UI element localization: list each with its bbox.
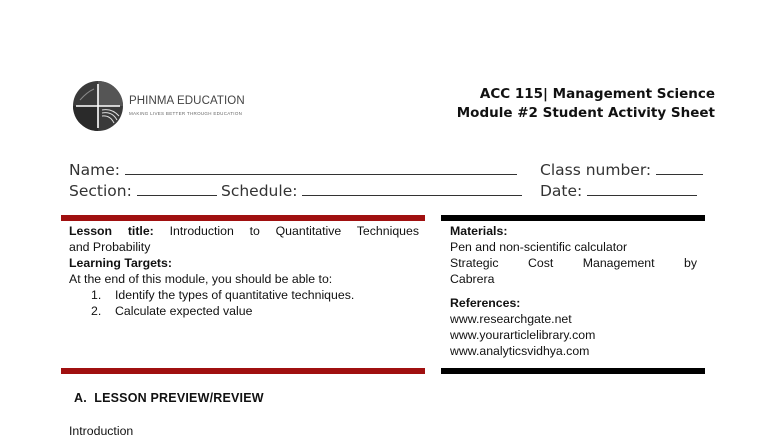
right-box-top-bar xyxy=(441,215,705,221)
left-box-top-bar xyxy=(61,215,425,221)
section-field xyxy=(69,181,217,200)
phinma-logo xyxy=(72,80,247,132)
schedule-field xyxy=(221,181,522,200)
list-number: 2. xyxy=(91,304,102,318)
list-text: Identify the types of quantitative techniques. xyxy=(115,288,355,302)
materials-label: Materials: xyxy=(450,224,508,238)
class-number-blank[interactable] xyxy=(656,160,703,175)
lesson-box xyxy=(69,223,419,319)
references-label: References: xyxy=(450,296,521,310)
right-box-bottom-bar xyxy=(441,368,705,374)
phinma-emblem-icon xyxy=(72,80,124,132)
class-number-label: Class number: xyxy=(540,161,652,179)
lesson-title-text: Introduction to Quantitative Techniques xyxy=(169,224,419,238)
materials-line: Cabrera xyxy=(450,272,495,286)
class-number-field xyxy=(540,160,703,179)
schedule-label: Schedule: xyxy=(221,182,298,200)
list-number: 1. xyxy=(91,288,102,302)
name-label: Name: xyxy=(69,161,120,179)
learning-targets-label: Learning Targets: xyxy=(69,256,172,270)
reference-link[interactable]: www.yourarticlelibrary.com xyxy=(450,328,596,342)
introduction-heading: Introduction xyxy=(69,424,134,438)
schedule-blank[interactable] xyxy=(302,181,522,196)
date-blank[interactable] xyxy=(587,181,697,196)
date-field xyxy=(540,181,697,200)
section-heading: A. LESSON PREVIEW/REVIEW xyxy=(74,391,264,405)
logo-tagline: MAKING LIVES BETTER THROUGH EDUCATION xyxy=(129,111,243,116)
materials-line: Pen and non-scientific calculator xyxy=(450,240,628,254)
left-box-bottom-bar xyxy=(61,368,425,374)
course-title: ACC 115| Management Science xyxy=(479,86,715,102)
learning-targets-list xyxy=(69,287,419,319)
list-item xyxy=(69,287,419,303)
list-text: Calculate expected value xyxy=(115,304,253,318)
materials-box xyxy=(450,223,697,359)
lesson-title-label: Lesson title: xyxy=(69,224,154,238)
name-field xyxy=(69,160,517,179)
materials-line: Strategic Cost Management by xyxy=(450,256,697,270)
logo-name: PHINMA EDUCATION xyxy=(129,95,245,107)
list-item xyxy=(69,303,419,319)
section-blank[interactable] xyxy=(137,181,217,196)
reference-link[interactable]: www.analyticsvidhya.com xyxy=(450,344,590,358)
name-blank[interactable] xyxy=(125,160,517,175)
reference-link[interactable]: www.researchgate.net xyxy=(450,312,572,326)
module-title: Module #2 Student Activity Sheet xyxy=(456,105,715,121)
date-label: Date: xyxy=(540,182,583,200)
learning-targets-intro: At the end of this module, you should be able to: xyxy=(69,272,333,286)
lesson-title-text-cont: and Probability xyxy=(69,240,151,254)
lesson-title-line xyxy=(69,223,419,239)
section-label: Section: xyxy=(69,182,132,200)
